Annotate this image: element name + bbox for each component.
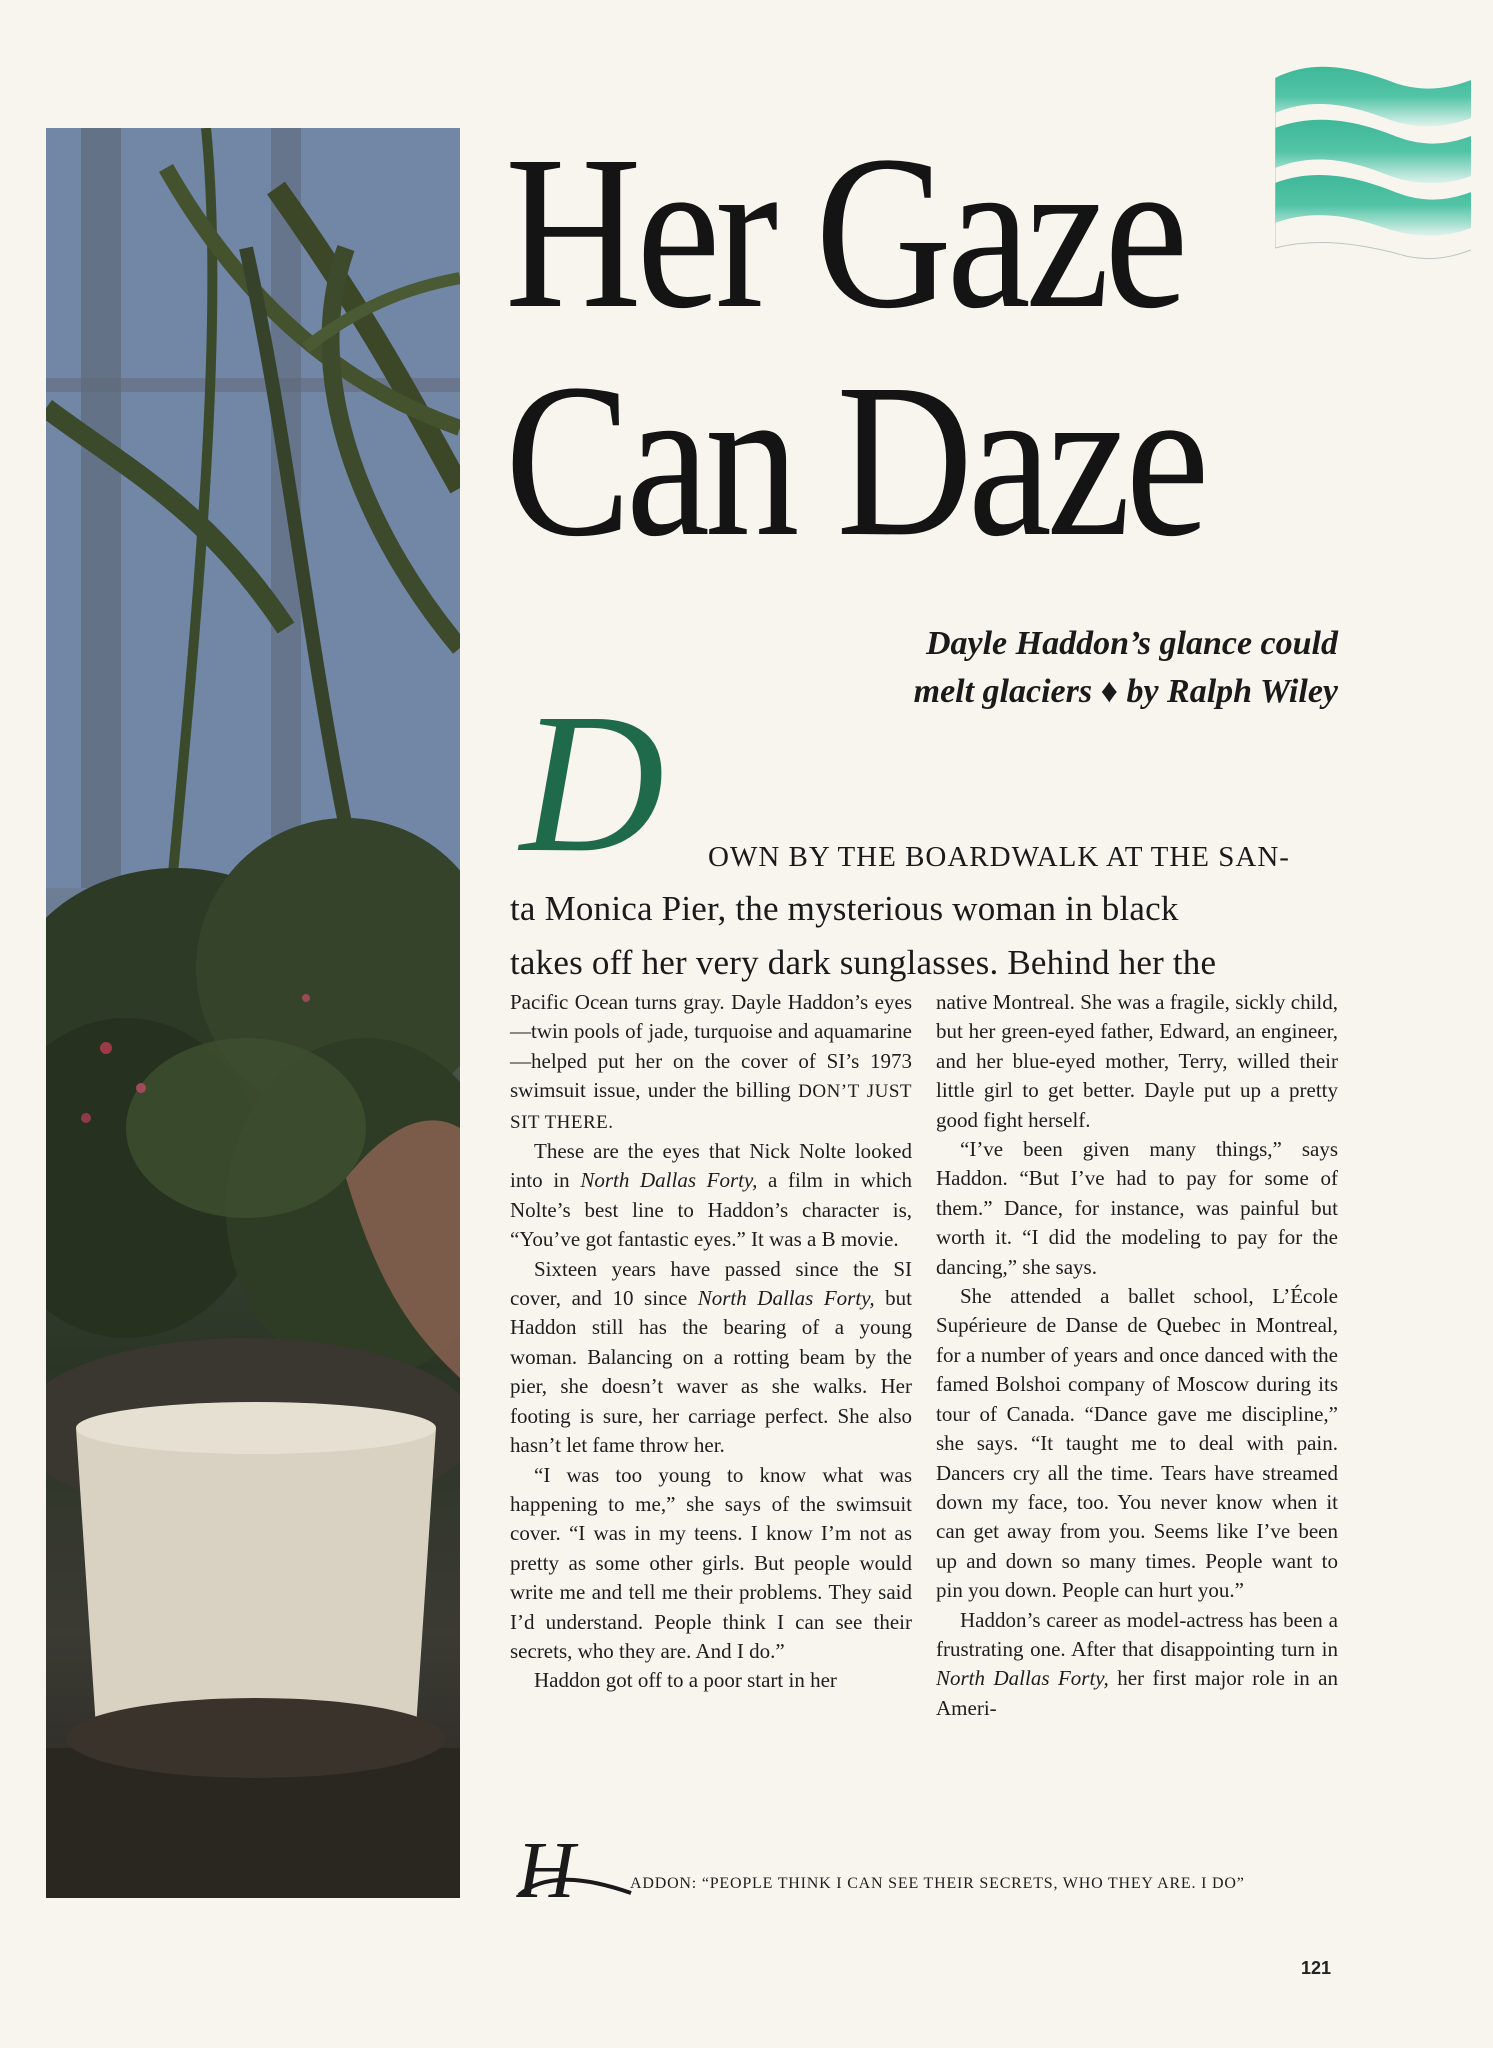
caption-initial-h [515, 1833, 633, 1905]
deck-line-1: Dayle Haddon’s glance could [925, 625, 1338, 662]
article-column-1 [510, 988, 912, 1696]
lead-line-3: takes off her very dark sunglasses. Behind her the [510, 943, 1217, 982]
photo-caption: ADDON: “PEOPLE THINK I CAN SEE THEIR SECRETS, WHO THEY ARE. I DO” [630, 1875, 1245, 1892]
page-number: 121 [1301, 1958, 1332, 1978]
headline-line-2: Can Daze [505, 338, 1205, 582]
headline-line-1: Her Gaze [505, 110, 1184, 354]
svg-text:H: H [517, 1833, 575, 1905]
paragraph: Pacific Ocean turns gray. Dayle Haddon’s eyes—twin pools of jade, turquoise and aquamarine—helped put her on the cover of SI’s 1973 swimsuit issue, under the billing DON’T JUST SIT THERE. [510, 990, 913, 1133]
deck-line-2: melt glaciers ♦ by Ralph Wiley [913, 673, 1338, 710]
paragraph: These are the eyes that Nick Nolte looked into in North Dallas Forty, a film in which Nolte’s best line to Haddon’s character is, “You’ve got fantastic eyes.” It was a B movie. [510, 1139, 912, 1252]
article-column-2 [936, 988, 1338, 1723]
paragraph: Sixteen years have passed since the SI cover, and 10 since North Dallas Forty, but Haddon still has the bearing of a young woman. Balancing on a rotting beam by the pier, she doesn’t waver as she walks. Her footing is sure, her carriage perfect. She also hasn’t let fame throw her. [510, 1256, 913, 1458]
paragraph: “I’ve been given many things,” says Haddon. “But I’ve had to pay for some of them.” Dance, for instance, was painful but worth it. “I did the modeling to pay for the dancing,” she says. [936, 1137, 1338, 1279]
paragraph: She attended a ballet school, L’École Supérieure de Danse de Quebec in Montreal, for a number of years and once danced with the famed Bolshoi company of Moscow during its tour of Canada. “Dance gave me discipline,” she says. “It taught me to deal with pain. Dancers cry all the time. Tears have streamed down my face, too. You never know when it can get away from you. Seems like I’ve been up and down so many times. People want to pin you down. People can hurt you.” [936, 1284, 1338, 1603]
flag-icon [1275, 58, 1471, 268]
lead-line-2: ta Monica Pier, the mysterious woman in black [510, 889, 1179, 928]
headline [505, 110, 1262, 582]
svg-text:D: D [520, 700, 665, 875]
dropcap-d [512, 700, 732, 875]
paragraph: native Montreal. She was a fragile, sickly child, but her green-eyed father, Edward, an engineer, and her blue-eyed mother, Terry, willed their little girl to get better. Dayle put up a pretty good fight herself. [936, 990, 1338, 1132]
plant-photo [46, 128, 460, 1898]
lead-line-1: OWN BY THE BOARDWALK AT THE SAN- [708, 841, 1290, 873]
paragraph: Haddon got off to a poor start in her [534, 1668, 837, 1693]
deck-subtitle [638, 620, 1338, 716]
paragraph: Haddon’s career as model-actress has been a frustrating one. After that disappointing turn in North Dallas Forty, her first major role in an Ameri- [936, 1607, 1338, 1720]
paragraph: “I was too young to know what was happening to me,” she says of the swimsuit cover. “I was in my teens. I know I’m not as pretty as some other girls. But people would write me and tell me their problems. They said I’d understand. People think I can see their secrets, who they are. And I do.” [510, 1462, 912, 1663]
